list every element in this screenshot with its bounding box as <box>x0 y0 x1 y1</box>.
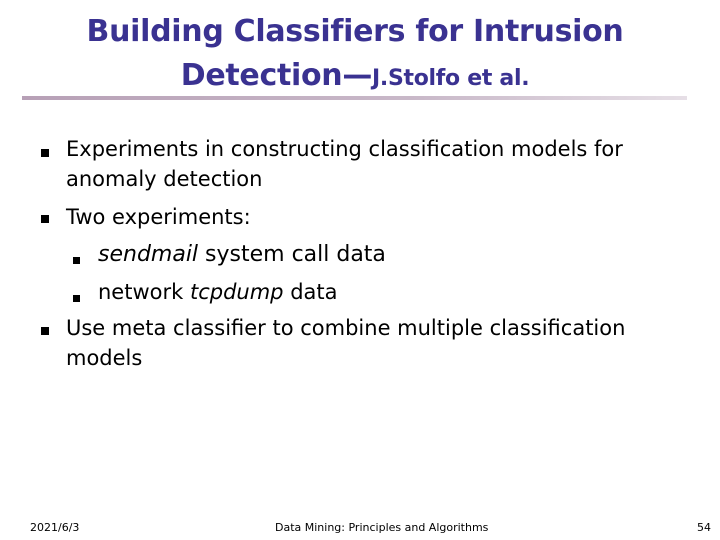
sub-bullet-item <box>98 277 658 307</box>
sub-bullet-emphasis: sendmail <box>98 242 199 267</box>
sub-bullet-square-icon <box>73 257 80 264</box>
slide-title-line1: Building Classifiers for Intrusion <box>86 14 624 49</box>
page-number: 54 <box>697 521 711 534</box>
sub-bullet-item <box>98 240 658 270</box>
sub-bullet-square-icon <box>73 295 80 302</box>
sub-bullet-text: system call data <box>198 242 386 267</box>
bullet-text: Experiments in constructing classification models for anomaly detection <box>66 137 623 191</box>
sub-bullet-text: data <box>283 280 338 304</box>
bullet-text: Use meta classifier to combine multiple classification models <box>66 316 626 370</box>
sub-bullet-emphasis: tcpdump <box>189 280 284 304</box>
footer-date: 2021/6/3 <box>30 521 80 534</box>
bullet-text: Two experiments: <box>66 205 251 229</box>
slide-title-line2 <box>0 54 710 101</box>
bullet-square-icon <box>41 327 49 335</box>
sub-bullet-text: network <box>98 280 190 304</box>
title-divider <box>22 96 687 100</box>
footer-center: Data Mining: Principles and Algorithms <box>275 521 489 534</box>
bullet-square-icon <box>41 149 49 157</box>
slide-title-main: Detection— <box>180 58 373 93</box>
slide-title-authors: J.Stolfo et al. <box>372 66 530 91</box>
bullet-item <box>66 313 646 373</box>
bullet-square-icon <box>41 215 49 223</box>
bullet-item <box>66 134 646 194</box>
bullet-item <box>66 202 646 232</box>
slide-title <box>0 10 710 101</box>
